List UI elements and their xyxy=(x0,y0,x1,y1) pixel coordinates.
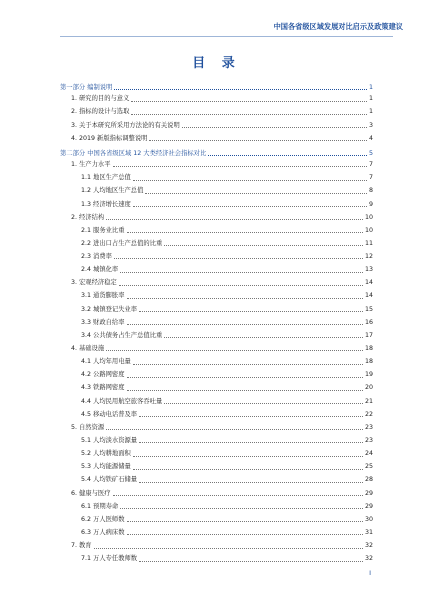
toc-entry-page: 32 xyxy=(364,542,373,550)
toc-dot-leader xyxy=(139,561,363,562)
toc-dot-leader xyxy=(106,350,363,351)
toc-part-entry[interactable] xyxy=(60,84,373,92)
toc-entry[interactable] xyxy=(60,280,373,287)
toc-dot-leader xyxy=(149,140,367,141)
toc-entry[interactable] xyxy=(60,333,373,340)
toc-entry-page: 7 xyxy=(368,161,373,169)
header-rule xyxy=(60,36,393,37)
toc-entry-label: 5.3 人均能源储量 xyxy=(81,463,131,471)
toc-dot-leader xyxy=(164,245,363,246)
toc-dot-leader xyxy=(106,219,363,220)
toc-entry-page: 31 xyxy=(364,529,373,537)
toc-entry-label: 1.2 人均地区生产总值 xyxy=(81,187,144,195)
toc-dot-leader xyxy=(164,337,363,338)
toc-dot-leader xyxy=(114,89,367,90)
toc-entry-page: 29 xyxy=(364,502,373,510)
toc-entry[interactable] xyxy=(60,202,373,209)
toc-entry[interactable] xyxy=(60,241,373,248)
toc-dot-leader xyxy=(127,298,363,299)
toc-entry-page: 16 xyxy=(364,318,373,326)
toc-entry-label: 5.4 人均铁矿石储量 xyxy=(81,476,138,484)
toc-entry[interactable] xyxy=(60,215,373,222)
toc-entry-label: 7.1 万人专任教师数 xyxy=(81,555,138,563)
toc-entry[interactable] xyxy=(60,96,373,103)
toc-dot-leader xyxy=(133,469,363,470)
toc-entry[interactable] xyxy=(60,412,373,419)
toc-entry-label: 3.1 通货膨胀率 xyxy=(81,292,125,300)
toc-entry-label: 4. 基础设施 xyxy=(71,345,105,353)
toc-entry-label: 1.1 地区生产总值 xyxy=(81,174,131,182)
toc-dot-leader xyxy=(127,390,363,391)
toc-entry[interactable] xyxy=(60,254,373,261)
toc-entry-page: 25 xyxy=(364,463,373,471)
toc-entry-page: 4 xyxy=(368,134,373,142)
toc-entry[interactable] xyxy=(60,425,373,432)
toc-entry-label: 2. 经济结构 xyxy=(71,213,105,221)
toc-entry[interactable] xyxy=(60,517,373,524)
toc-entry-page: 18 xyxy=(364,358,373,366)
toc-dot-leader xyxy=(127,521,363,522)
toc-entry-page: 1 xyxy=(368,95,373,103)
toc-entry[interactable] xyxy=(60,372,373,379)
toc-dot-leader xyxy=(127,534,363,535)
toc-entry-page: 18 xyxy=(364,345,373,353)
toc-entry[interactable] xyxy=(60,543,373,550)
toc-entry-page: 30 xyxy=(364,515,373,523)
toc-entry-page: 7 xyxy=(368,174,373,182)
toc-entry-label: 3.4 公共债务占生产总值比重 xyxy=(81,331,163,339)
toc-entry-page: 15 xyxy=(364,305,373,313)
toc-entry-label: 4.3 铁路网密度 xyxy=(81,384,125,392)
toc-entry-page: 20 xyxy=(364,384,373,392)
toc-dot-leader xyxy=(131,114,367,115)
toc-entry-page: 17 xyxy=(364,331,373,339)
toc-entry[interactable] xyxy=(60,175,373,182)
toc-entry-page: 14 xyxy=(364,279,373,287)
toc-entry[interactable] xyxy=(60,504,373,511)
toc-entry[interactable] xyxy=(60,109,373,116)
toc-dot-leader xyxy=(133,456,363,457)
toc-dot-leader xyxy=(182,127,367,128)
toc-entry-page: 32 xyxy=(364,555,373,563)
toc-dot-leader xyxy=(127,232,363,233)
toc-entry-label: 3. 宏观经济稳定 xyxy=(71,279,117,287)
toc-dot-leader xyxy=(139,311,363,312)
toc-entry[interactable] xyxy=(60,399,373,406)
toc-entry-label: 4.1 人均年用电量 xyxy=(81,358,131,366)
toc-entry-label: 2.1 服务业比重 xyxy=(81,226,125,234)
toc-entry-page: 23 xyxy=(364,423,373,431)
toc-dot-leader xyxy=(133,180,367,181)
toc-title: 目 录 xyxy=(192,56,241,71)
toc-dot-leader xyxy=(164,403,363,404)
toc-dot-leader xyxy=(133,206,367,207)
toc-entry-page: 19 xyxy=(364,371,373,379)
toc-entry-label: 1. 生产力水平 xyxy=(71,161,111,169)
toc-entry-label: 第一部分 编制说明 xyxy=(60,84,113,91)
toc-entry-label: 4.5 移动电话普及率 xyxy=(81,410,138,418)
toc-dot-leader xyxy=(208,155,367,156)
toc-dot-leader xyxy=(131,101,367,102)
toc-entry[interactable] xyxy=(60,123,373,130)
toc-dot-leader xyxy=(133,364,363,365)
toc-dot-leader xyxy=(114,258,363,259)
toc-entry[interactable] xyxy=(60,228,373,235)
toc-dot-leader xyxy=(94,548,363,549)
toc-entry-page: 3 xyxy=(368,121,373,129)
toc-entry[interactable] xyxy=(60,320,373,327)
toc-dot-leader xyxy=(139,442,363,443)
toc-entry-label: 5.2 人均耕地面积 xyxy=(81,450,131,458)
toc-entry-page: 29 xyxy=(364,489,373,497)
toc-dot-leader xyxy=(120,272,363,273)
toc-entry-page: 9 xyxy=(368,200,373,208)
toc-entry[interactable] xyxy=(60,438,373,445)
toc-entry[interactable] xyxy=(60,556,373,563)
toc-entry-page: 5 xyxy=(368,149,373,157)
page-number: I xyxy=(369,569,371,577)
toc-entry-page: 8 xyxy=(368,187,373,195)
toc-entry-label: 5.1 人均淡水资源量 xyxy=(81,437,138,445)
toc-entry-page: 24 xyxy=(364,450,373,458)
toc-entry-label: 3.3 财政自给率 xyxy=(81,318,125,326)
toc-entry[interactable] xyxy=(60,294,373,301)
toc-entry-page: 10 xyxy=(364,226,373,234)
toc-entry-label: 2. 指标的设计与选取 xyxy=(71,108,130,116)
toc-entry-page: 1 xyxy=(368,108,373,116)
toc-entry[interactable] xyxy=(60,267,373,274)
toc-entry[interactable] xyxy=(60,346,373,353)
toc-entry[interactable] xyxy=(60,464,373,471)
toc-dot-leader xyxy=(139,416,363,417)
toc-entry-label: 2.2 进出口占生产总值的比重 xyxy=(81,239,163,247)
toc-entry-label: 6. 健康与医疗 xyxy=(71,489,111,497)
toc-entry-page: 11 xyxy=(364,239,373,247)
toc-entry-label: 2.4 城镇化率 xyxy=(81,266,119,274)
toc-dot-leader xyxy=(145,193,367,194)
toc-entry-label: 6.3 万人病床数 xyxy=(81,529,125,537)
toc-dot-leader xyxy=(127,324,363,325)
toc-part-entry[interactable] xyxy=(60,150,373,158)
toc-entry[interactable] xyxy=(60,188,373,195)
toc-entry-label: 4.4 人均民用航空旅客吞吐量 xyxy=(81,397,163,405)
toc-entry-label: 6.1 预期寿命 xyxy=(81,502,119,510)
toc-entry-label: 1.3 经济增长速度 xyxy=(81,200,131,208)
toc-entry-label: 3. 关于本研究所采用方法论的有关说明 xyxy=(71,121,180,129)
toc-entry[interactable] xyxy=(60,491,373,498)
toc-dot-leader xyxy=(113,495,363,496)
toc-dot-leader xyxy=(106,429,363,430)
toc-entry-page: 28 xyxy=(364,476,373,484)
toc-entry-page: 1 xyxy=(368,84,373,91)
toc-entry-label: 3.2 城镇登记失业率 xyxy=(81,305,138,313)
toc-entry-label: 5. 自然资源 xyxy=(71,423,105,431)
toc-dot-leader xyxy=(127,377,363,378)
toc-dot-leader xyxy=(120,508,363,509)
toc-dot-leader xyxy=(119,285,363,286)
toc-entry-label: 6.2 万人医师数 xyxy=(81,515,125,523)
toc-entry-label: 第二部分 中国各省级区域 12 大类经济社会指标对比 xyxy=(60,149,207,157)
toc-entry[interactable] xyxy=(60,359,373,366)
toc-entry-page: 22 xyxy=(364,410,373,418)
toc-entry[interactable] xyxy=(60,162,373,169)
toc-entry[interactable] xyxy=(60,385,373,392)
toc-entry-page: 14 xyxy=(364,292,373,300)
table-of-contents xyxy=(60,84,373,563)
toc-dot-leader xyxy=(113,166,367,167)
toc-entry[interactable] xyxy=(60,477,373,484)
toc-entry-label: 4.2 公路网密度 xyxy=(81,371,125,379)
toc-entry-page: 12 xyxy=(364,253,373,261)
toc-entry-label: 2.3 消费率 xyxy=(81,253,112,261)
toc-entry-label: 4. 2019 新版指标调整说明 xyxy=(71,134,148,142)
toc-entry-page: 21 xyxy=(364,397,373,405)
toc-entry-page: 23 xyxy=(364,437,373,445)
toc-entry[interactable] xyxy=(60,307,373,314)
toc-entry[interactable] xyxy=(60,530,373,537)
toc-entry-label: 7. 教育 xyxy=(71,542,92,550)
toc-entry-page: 13 xyxy=(364,266,373,274)
toc-dot-leader xyxy=(139,482,363,483)
toc-entry[interactable] xyxy=(60,451,373,458)
running-header: 中国各省级区域发展对比启示及政策建议 xyxy=(273,22,403,31)
toc-entry-label: 1. 研究的目的与意义 xyxy=(71,95,130,103)
toc-entry[interactable] xyxy=(60,136,373,143)
toc-entry-page: 10 xyxy=(364,213,373,221)
